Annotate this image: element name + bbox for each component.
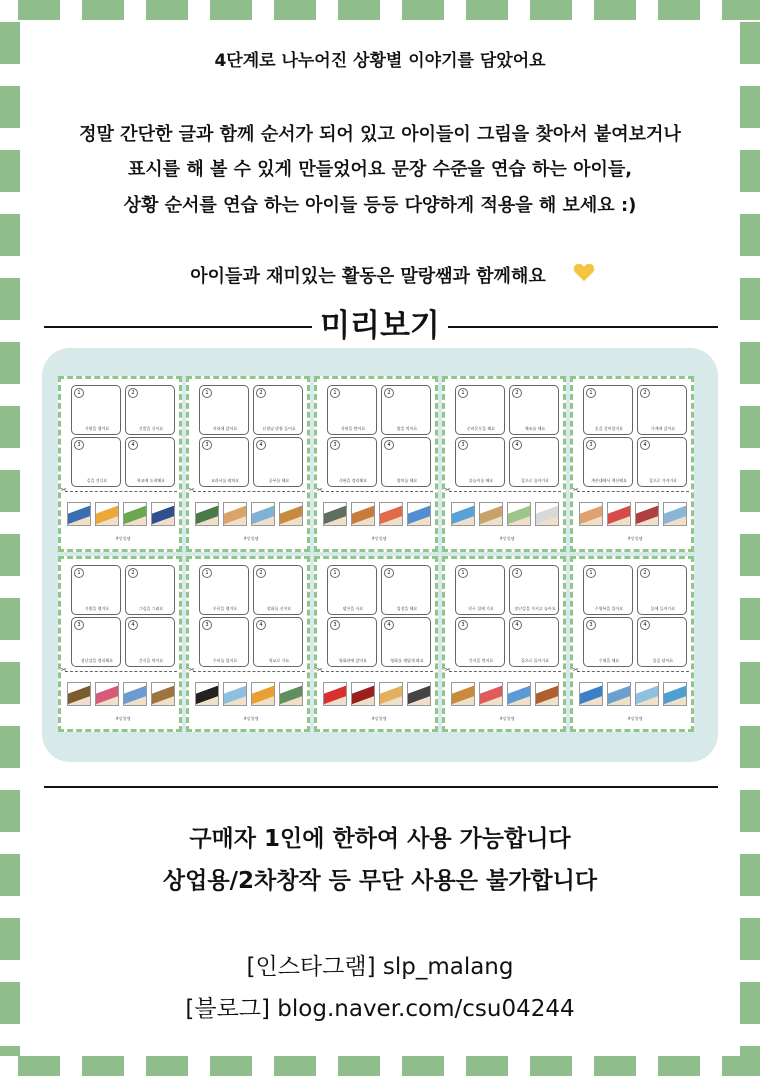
cut-line	[577, 671, 689, 672]
border-dash	[740, 1046, 760, 1056]
store-icon	[607, 502, 631, 526]
step-number: 1	[458, 568, 468, 578]
step-caption: 물에 들어가요	[650, 606, 676, 611]
answer-box	[509, 437, 559, 487]
step-number: 1	[330, 388, 340, 398]
step-number: 4	[256, 620, 266, 630]
scissors-icon: ✂	[189, 666, 195, 674]
border-dash	[274, 1056, 316, 1076]
answer-box	[253, 385, 303, 435]
step-number: 2	[512, 568, 522, 578]
border-dash	[0, 598, 20, 640]
answer-box	[455, 437, 505, 487]
step-caption: 집으로 돌아가요	[520, 658, 550, 663]
step-number: 1	[74, 568, 84, 578]
step-number: 2	[128, 568, 138, 578]
answer-box	[327, 617, 377, 667]
child-standing-icon	[535, 502, 559, 526]
answer-box	[637, 437, 687, 487]
child-cleaning-icon	[379, 502, 403, 526]
scissors-icon: ✂	[61, 666, 67, 674]
answer-box	[381, 385, 431, 435]
cut-line	[449, 491, 561, 492]
cashier-icon	[635, 502, 659, 526]
stretching-child-icon	[451, 502, 475, 526]
step-number: 3	[74, 620, 84, 630]
cut-line	[65, 671, 177, 672]
answer-box	[583, 565, 633, 615]
border-dash	[740, 406, 760, 448]
step-number: 3	[202, 620, 212, 630]
step-number: 3	[330, 440, 340, 450]
step-number: 4	[384, 440, 394, 450]
swim-kid-icon	[663, 682, 687, 706]
border-dash	[530, 0, 572, 20]
answer-box	[381, 565, 431, 615]
border-dash	[466, 1056, 508, 1076]
answer-box	[637, 617, 687, 667]
border-dash	[594, 0, 636, 20]
intro-heading: 4단계로 나누어진 상황별 이야기를 담았어요	[214, 51, 546, 71]
intro-closing-text: 아이들과 재미있는 활동은 말랑쌤과 함께해요	[190, 266, 546, 287]
answer-box	[199, 617, 249, 667]
border-dash	[338, 0, 380, 20]
step-number: 4	[512, 440, 522, 450]
backpack-icon	[151, 502, 175, 526]
child-bag-icon	[663, 502, 687, 526]
answer-box	[253, 565, 303, 615]
step-caption: 자리에 앉아요	[212, 426, 238, 431]
bunny-icon	[195, 682, 219, 706]
answer-box	[455, 617, 505, 667]
step-number: 2	[256, 568, 266, 578]
audience-icon	[407, 682, 431, 706]
step-caption: 그림을 그려요	[138, 606, 164, 611]
worksheet-thumbnail	[186, 556, 310, 732]
step-caption: 우비를 입어요	[212, 658, 238, 663]
step-caption: 집으로 돌아가요	[520, 478, 550, 483]
step-caption: 수영복을 입어요	[594, 606, 624, 611]
answer-box	[71, 437, 121, 487]
step-caption: 장화를 신어요	[266, 606, 292, 611]
border-dash	[402, 0, 444, 20]
cut-line	[193, 491, 305, 492]
scissors-icon: ✂	[573, 666, 579, 674]
popcorn-icon	[323, 682, 347, 706]
step-caption: 가방을 챙겨요	[84, 606, 110, 611]
step-caption: 가게에 갔어요	[650, 426, 676, 431]
scissors-icon: ✂	[445, 666, 451, 674]
divider-left	[44, 326, 312, 328]
instagram-handle: [인스타그램] slp_malang	[246, 954, 514, 980]
border-dash	[658, 0, 700, 20]
border-dash	[146, 0, 188, 20]
answer-box	[509, 385, 559, 435]
step-caption: 밥을 먹어요	[396, 426, 418, 431]
blog-link[interactable]: [블로그] blog.naver.com/csu04244	[185, 996, 575, 1022]
divider-right	[448, 326, 718, 328]
answer-box	[637, 565, 687, 615]
answer-box	[381, 437, 431, 487]
step-number: 2	[640, 388, 650, 398]
pool-icon	[635, 682, 659, 706]
worksheet-thumbnail	[570, 376, 694, 552]
step-number: 3	[586, 440, 596, 450]
blackboard-icon	[195, 502, 219, 526]
border-dash	[274, 0, 316, 20]
answer-box	[381, 617, 431, 667]
students-reading-icon	[279, 502, 303, 526]
step-caption: 가방을 챙겨요	[84, 426, 110, 431]
answer-box	[125, 617, 175, 667]
step-number: 1	[74, 388, 84, 398]
swimmer-icon	[579, 682, 603, 706]
usage-notice-1: 구매자 1인에 한하여 사용 가능합니다	[189, 826, 571, 852]
sheet-footer-label: #말랑쌤	[115, 716, 131, 721]
border-dash	[0, 342, 20, 384]
step-number: 4	[256, 440, 266, 450]
answer-box	[583, 437, 633, 487]
cut-line	[449, 671, 561, 672]
step-number: 4	[128, 620, 138, 630]
border-dash	[740, 534, 760, 576]
step-caption: 집으로 가져가요	[648, 478, 678, 483]
border-dash	[740, 470, 760, 512]
border-dash	[722, 1056, 760, 1076]
step-number: 3	[74, 440, 84, 450]
step-caption: 간식을 먹어요	[468, 658, 494, 663]
step-number: 4	[384, 620, 394, 630]
preview-title: 미리보기	[320, 308, 440, 344]
answer-box	[637, 385, 687, 435]
border-dash	[740, 598, 760, 640]
scissors-icon: ✂	[573, 486, 579, 494]
step-caption: 학교에 도착해요	[136, 478, 166, 483]
child-raincoat-icon	[223, 682, 247, 706]
answer-box	[253, 617, 303, 667]
answer-box	[509, 617, 559, 667]
worksheet-thumbnail	[314, 376, 438, 552]
step-number: 1	[202, 568, 212, 578]
border-dash	[18, 0, 60, 20]
step-caption: 양치를 해요	[396, 478, 418, 483]
toys-icon	[123, 682, 147, 706]
border-dash	[338, 1056, 380, 1076]
answer-box	[455, 385, 505, 435]
border-dash	[0, 1046, 20, 1056]
step-caption: 팝콘을 사요	[342, 606, 364, 611]
sheet-footer-label: #말랑쌤	[243, 536, 259, 541]
playhouse-icon	[451, 682, 475, 706]
step-caption: 입장을 해요	[396, 606, 418, 611]
answer-box	[455, 565, 505, 615]
answer-box	[71, 617, 121, 667]
answer-box	[327, 385, 377, 435]
house-icon	[579, 502, 603, 526]
scissors-icon: ✂	[317, 486, 323, 494]
worksheet-thumbnail	[314, 556, 438, 732]
step-caption: 우산을 챙겨요	[212, 606, 238, 611]
step-number: 3	[330, 620, 340, 630]
border-dash	[0, 214, 20, 256]
step-number: 2	[256, 388, 266, 398]
answer-box	[327, 565, 377, 615]
sheet-footer-label: #말랑쌤	[499, 716, 515, 721]
child-drawing-icon	[67, 682, 91, 706]
border-dash	[594, 1056, 636, 1076]
step-number: 3	[586, 620, 596, 630]
step-number: 1	[202, 388, 212, 398]
child-eating-icon	[351, 502, 375, 526]
teacher-icon	[251, 502, 275, 526]
step-caption: 공부를 해요	[268, 478, 290, 483]
home-icon	[535, 682, 559, 706]
step-caption: 물을 닦아요	[652, 658, 674, 663]
answer-box	[583, 385, 633, 435]
table-icon	[151, 682, 175, 706]
family-icon	[507, 682, 531, 706]
answer-box	[199, 385, 249, 435]
answer-box	[327, 437, 377, 487]
cut-line	[321, 491, 433, 492]
border-dash	[466, 0, 508, 20]
step-number: 1	[330, 568, 340, 578]
step-caption: 간식을 먹어요	[138, 658, 164, 663]
step-number: 4	[512, 620, 522, 630]
school-bus-icon	[123, 502, 147, 526]
step-number: 4	[640, 620, 650, 630]
answer-box	[253, 437, 303, 487]
answer-box	[71, 565, 121, 615]
cut-line	[193, 671, 305, 672]
scissors-icon: ✂	[317, 666, 323, 674]
worksheet-thumbnail	[442, 556, 566, 732]
step-number: 2	[384, 388, 394, 398]
student-desk-icon	[223, 502, 247, 526]
answer-box	[583, 617, 633, 667]
step-caption: 식판을 받아요	[340, 426, 366, 431]
gym-icon	[479, 502, 503, 526]
bottom-divider	[44, 786, 718, 788]
intro-line-2: 표시를 해 볼 수 있게 만들었어요 문장 수준을 연습 하는 아이들,	[127, 159, 633, 180]
tickets-icon	[379, 682, 403, 706]
step-caption: 신발을 신어요	[138, 426, 164, 431]
child-boots-icon	[279, 682, 303, 706]
sheet-footer-label: #말랑쌤	[243, 716, 259, 721]
border-dash	[0, 406, 20, 448]
border-dash	[658, 1056, 700, 1076]
step-number: 2	[512, 388, 522, 398]
sheet-footer-label: #말랑쌤	[371, 716, 387, 721]
step-caption: 체조를 해요	[524, 426, 546, 431]
answer-box	[125, 437, 175, 487]
step-caption: 준비운동을 해요	[466, 426, 496, 431]
border-dash	[210, 1056, 252, 1076]
step-caption: 수영을 해요	[598, 658, 620, 663]
border-dash	[402, 1056, 444, 1076]
step-caption: 계산대에서 계산해요	[590, 478, 628, 483]
cut-line	[65, 491, 177, 492]
border-dash	[740, 342, 760, 384]
scissors-icon: ✂	[445, 486, 451, 494]
intro-line-3: 상황 순서를 연습 하는 아이들 등등 다양하게 적용을 해 보세요 :)	[123, 195, 637, 216]
cut-line	[321, 671, 433, 672]
sheet-footer-label: #말랑쌤	[499, 536, 515, 541]
border-dash	[740, 662, 760, 704]
sheet-footer-label: #말랑쌤	[371, 536, 387, 541]
step-caption: 영화를 재밌게 봐요	[390, 658, 424, 663]
scissors-icon: ✂	[189, 486, 195, 494]
border-dash	[0, 726, 20, 768]
step-number: 1	[458, 388, 468, 398]
step-caption: 장난감을 정리해요	[80, 658, 114, 663]
answer-box	[71, 385, 121, 435]
kids-icon	[407, 502, 431, 526]
step-number: 4	[640, 440, 650, 450]
worksheet-thumbnail	[570, 556, 694, 732]
sheet-footer-label: #말랑쌤	[627, 536, 643, 541]
usage-notice-2: 상업용/2차창작 등 무단 사용은 불가합니다	[162, 868, 598, 894]
step-number: 2	[384, 568, 394, 578]
step-caption: 선생님 말씀 들어요	[262, 426, 296, 431]
worksheet-thumbnail	[442, 376, 566, 552]
answer-box	[125, 385, 175, 435]
border-dash	[740, 214, 760, 256]
step-number: 2	[128, 388, 138, 398]
intro-closing	[0, 262, 748, 288]
yellow-heart-icon	[573, 261, 595, 283]
step-caption: 영화관에 앉아요	[338, 658, 368, 663]
cut-line	[577, 491, 689, 492]
border-dash	[210, 0, 252, 20]
step-number: 3	[458, 440, 468, 450]
step-caption: 길을 건너요	[86, 478, 108, 483]
step-caption: 물놀이를 해요	[468, 478, 494, 483]
scissors-icon: ✂	[61, 486, 67, 494]
border-dash	[0, 534, 20, 576]
intro-line-1: 정말 간단한 글과 함께 순서가 되어 있고 아이들이 그림을 찾아서 붙여보거나	[79, 124, 681, 145]
lunch-tray-icon	[323, 502, 347, 526]
step-caption: 교과서를 펼쳐요	[210, 478, 240, 483]
step-caption: 장난감을 가지고 놀아요	[514, 606, 556, 611]
friends-icon	[479, 682, 503, 706]
umbrella-icon	[251, 682, 275, 706]
border-dash	[530, 1056, 572, 1076]
child-walking-icon	[67, 502, 91, 526]
border-dash	[0, 470, 20, 512]
child-painting-icon	[95, 682, 119, 706]
step-caption: 학교로 가요	[268, 658, 290, 663]
diver-icon	[607, 682, 631, 706]
worksheet-thumbnail	[58, 376, 182, 552]
answer-box	[199, 437, 249, 487]
step-caption: 식판을 정리해요	[338, 478, 368, 483]
children-icon	[95, 502, 119, 526]
border-dash	[18, 1056, 60, 1076]
border-dash	[82, 0, 124, 20]
sheet-footer-label: #말랑쌤	[627, 716, 643, 721]
answer-box	[125, 565, 175, 615]
step-number: 3	[202, 440, 212, 450]
answer-box	[199, 565, 249, 615]
border-dash	[740, 726, 760, 768]
worksheet-thumbnail	[58, 556, 182, 732]
step-number: 2	[640, 568, 650, 578]
sheet-footer-label: #말랑쌤	[115, 536, 131, 541]
border-dash	[82, 1056, 124, 1076]
border-dash	[722, 0, 760, 20]
step-number: 4	[128, 440, 138, 450]
step-number: 3	[458, 620, 468, 630]
border-dash	[146, 1056, 188, 1076]
step-number: 1	[586, 568, 596, 578]
step-caption: 친구 집에 가요	[468, 606, 494, 611]
theater-icon	[351, 682, 375, 706]
step-caption: 옷을 갈아입어요	[594, 426, 624, 431]
preview-panel	[42, 348, 718, 762]
border-dash	[0, 662, 20, 704]
worksheet-thumbnail	[186, 376, 310, 552]
answer-box	[509, 565, 559, 615]
sandbox-icon	[507, 502, 531, 526]
step-number: 1	[586, 388, 596, 398]
